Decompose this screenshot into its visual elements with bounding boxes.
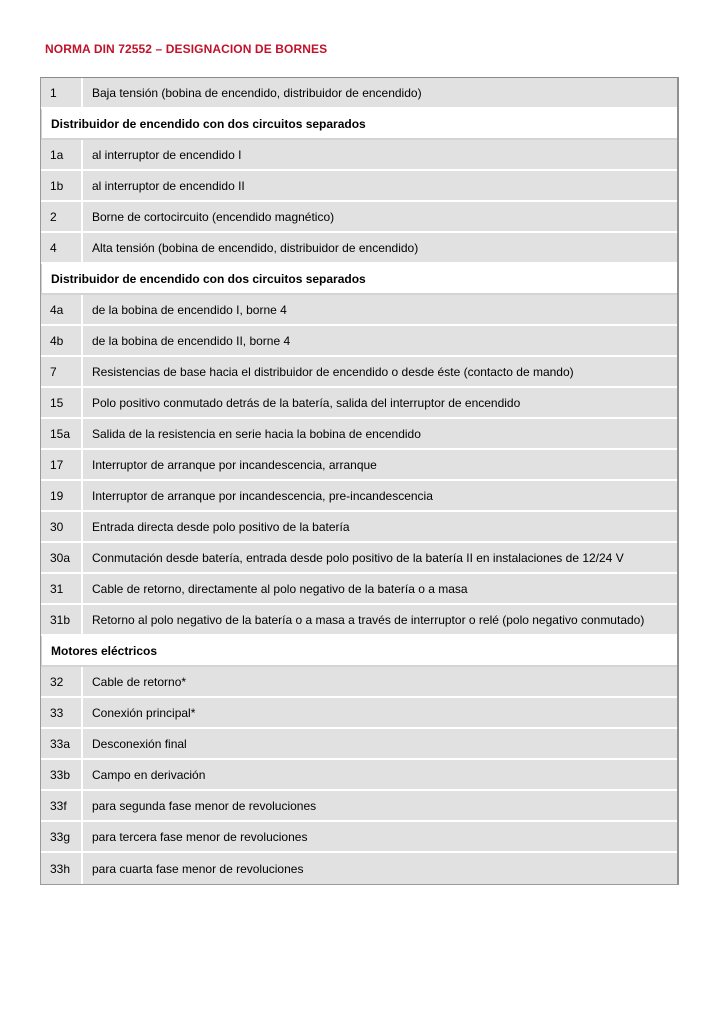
terminal-number: 4a [41, 295, 83, 326]
section-header-row [41, 264, 677, 295]
section-header: Motores eléctricos [41, 636, 677, 667]
terminal-number: 15 [41, 388, 83, 419]
terminal-number: 30a [41, 543, 83, 574]
terminal-description: Interruptor de arranque por incandescencia, pre-incandescencia [83, 481, 677, 512]
table-row [41, 78, 677, 109]
terminal-description: Desconexión final [83, 729, 677, 760]
table-row [41, 791, 677, 822]
terminal-description: Baja tensión (bobina de encendido, distribuidor de encendido) [83, 78, 677, 109]
terminal-description: Alta tensión (bobina de encendido, distribuidor de encendido) [83, 233, 677, 264]
table-row [41, 357, 677, 388]
table-row [41, 574, 677, 605]
terminal-number: 1a [41, 140, 83, 171]
terminal-designation-table [40, 77, 679, 885]
table-row [41, 822, 677, 853]
terminal-description: Entrada directa desde polo positivo de la batería [83, 512, 677, 543]
terminal-number: 7 [41, 357, 83, 388]
terminal-number: 33a [41, 729, 83, 760]
table-row [41, 481, 677, 512]
table-row [41, 419, 677, 450]
terminal-number: 30 [41, 512, 83, 543]
section-header-row [41, 636, 677, 667]
table-row [41, 233, 677, 264]
section-header-row [41, 109, 677, 140]
terminal-description: al interruptor de encendido II [83, 171, 677, 202]
terminal-description: Cable de retorno, directamente al polo negativo de la batería o a masa [83, 574, 677, 605]
table-row [41, 729, 677, 760]
section-header: Distribuidor de encendido con dos circuitos separados [41, 264, 677, 295]
terminal-number: 17 [41, 450, 83, 481]
terminal-number: 33f [41, 791, 83, 822]
table-row [41, 543, 677, 574]
terminal-description: Conexión principal* [83, 698, 677, 729]
table-row [41, 295, 677, 326]
terminal-number: 2 [41, 202, 83, 233]
terminal-description: Borne de cortocircuito (encendido magnético) [83, 202, 677, 233]
terminal-number: 33h [41, 853, 83, 884]
terminal-description: para cuarta fase menor de revoluciones [83, 853, 677, 884]
terminal-number: 33b [41, 760, 83, 791]
page-title: NORMA DIN 72552 – DESIGNACION DE BORNES [45, 42, 328, 56]
table-row [41, 202, 677, 233]
terminal-description: Interruptor de arranque por incandescencia, arranque [83, 450, 677, 481]
table-row [41, 698, 677, 729]
terminal-description: Conmutación desde batería, entrada desde polo positivo de la batería II en instalaciones de 12/24 V [83, 543, 677, 574]
table-row [41, 605, 677, 636]
terminal-description: Retorno al polo negativo de la batería o a masa a través de interruptor o relé (polo negativo conmutado) [83, 605, 677, 636]
table-row [41, 140, 677, 171]
terminal-description: Resistencias de base hacia el distribuidor de encendido o desde éste (contacto de mando) [83, 357, 677, 388]
table-body [41, 78, 677, 884]
terminal-description: para segunda fase menor de revoluciones [83, 791, 677, 822]
table-row [41, 667, 677, 698]
terminal-number: 19 [41, 481, 83, 512]
terminal-number: 1b [41, 171, 83, 202]
terminal-number: 32 [41, 667, 83, 698]
terminal-description: al interruptor de encendido I [83, 140, 677, 171]
terminal-number: 33g [41, 822, 83, 853]
terminal-description: de la bobina de encendido I, borne 4 [83, 295, 677, 326]
table-row [41, 853, 677, 884]
terminal-description: Salida de la resistencia en serie hacia la bobina de encendido [83, 419, 677, 450]
terminal-description: Campo en derivación [83, 760, 677, 791]
terminal-number: 31b [41, 605, 83, 636]
table-row [41, 512, 677, 543]
table-row [41, 450, 677, 481]
table-row [41, 388, 677, 419]
section-header: Distribuidor de encendido con dos circuitos separados [41, 109, 677, 140]
terminal-description: para tercera fase menor de revoluciones [83, 822, 677, 853]
terminal-number: 33 [41, 698, 83, 729]
terminal-number: 4b [41, 326, 83, 357]
table-row [41, 760, 677, 791]
terminal-description: Cable de retorno* [83, 667, 677, 698]
terminal-description: Polo positivo conmutado detrás de la batería, salida del interruptor de encendido [83, 388, 677, 419]
terminal-number: 31 [41, 574, 83, 605]
table-row [41, 171, 677, 202]
terminal-number: 1 [41, 78, 83, 109]
terminal-number: 4 [41, 233, 83, 264]
terminal-number: 15a [41, 419, 83, 450]
table-row [41, 326, 677, 357]
terminal-description: de la bobina de encendido II, borne 4 [83, 326, 677, 357]
